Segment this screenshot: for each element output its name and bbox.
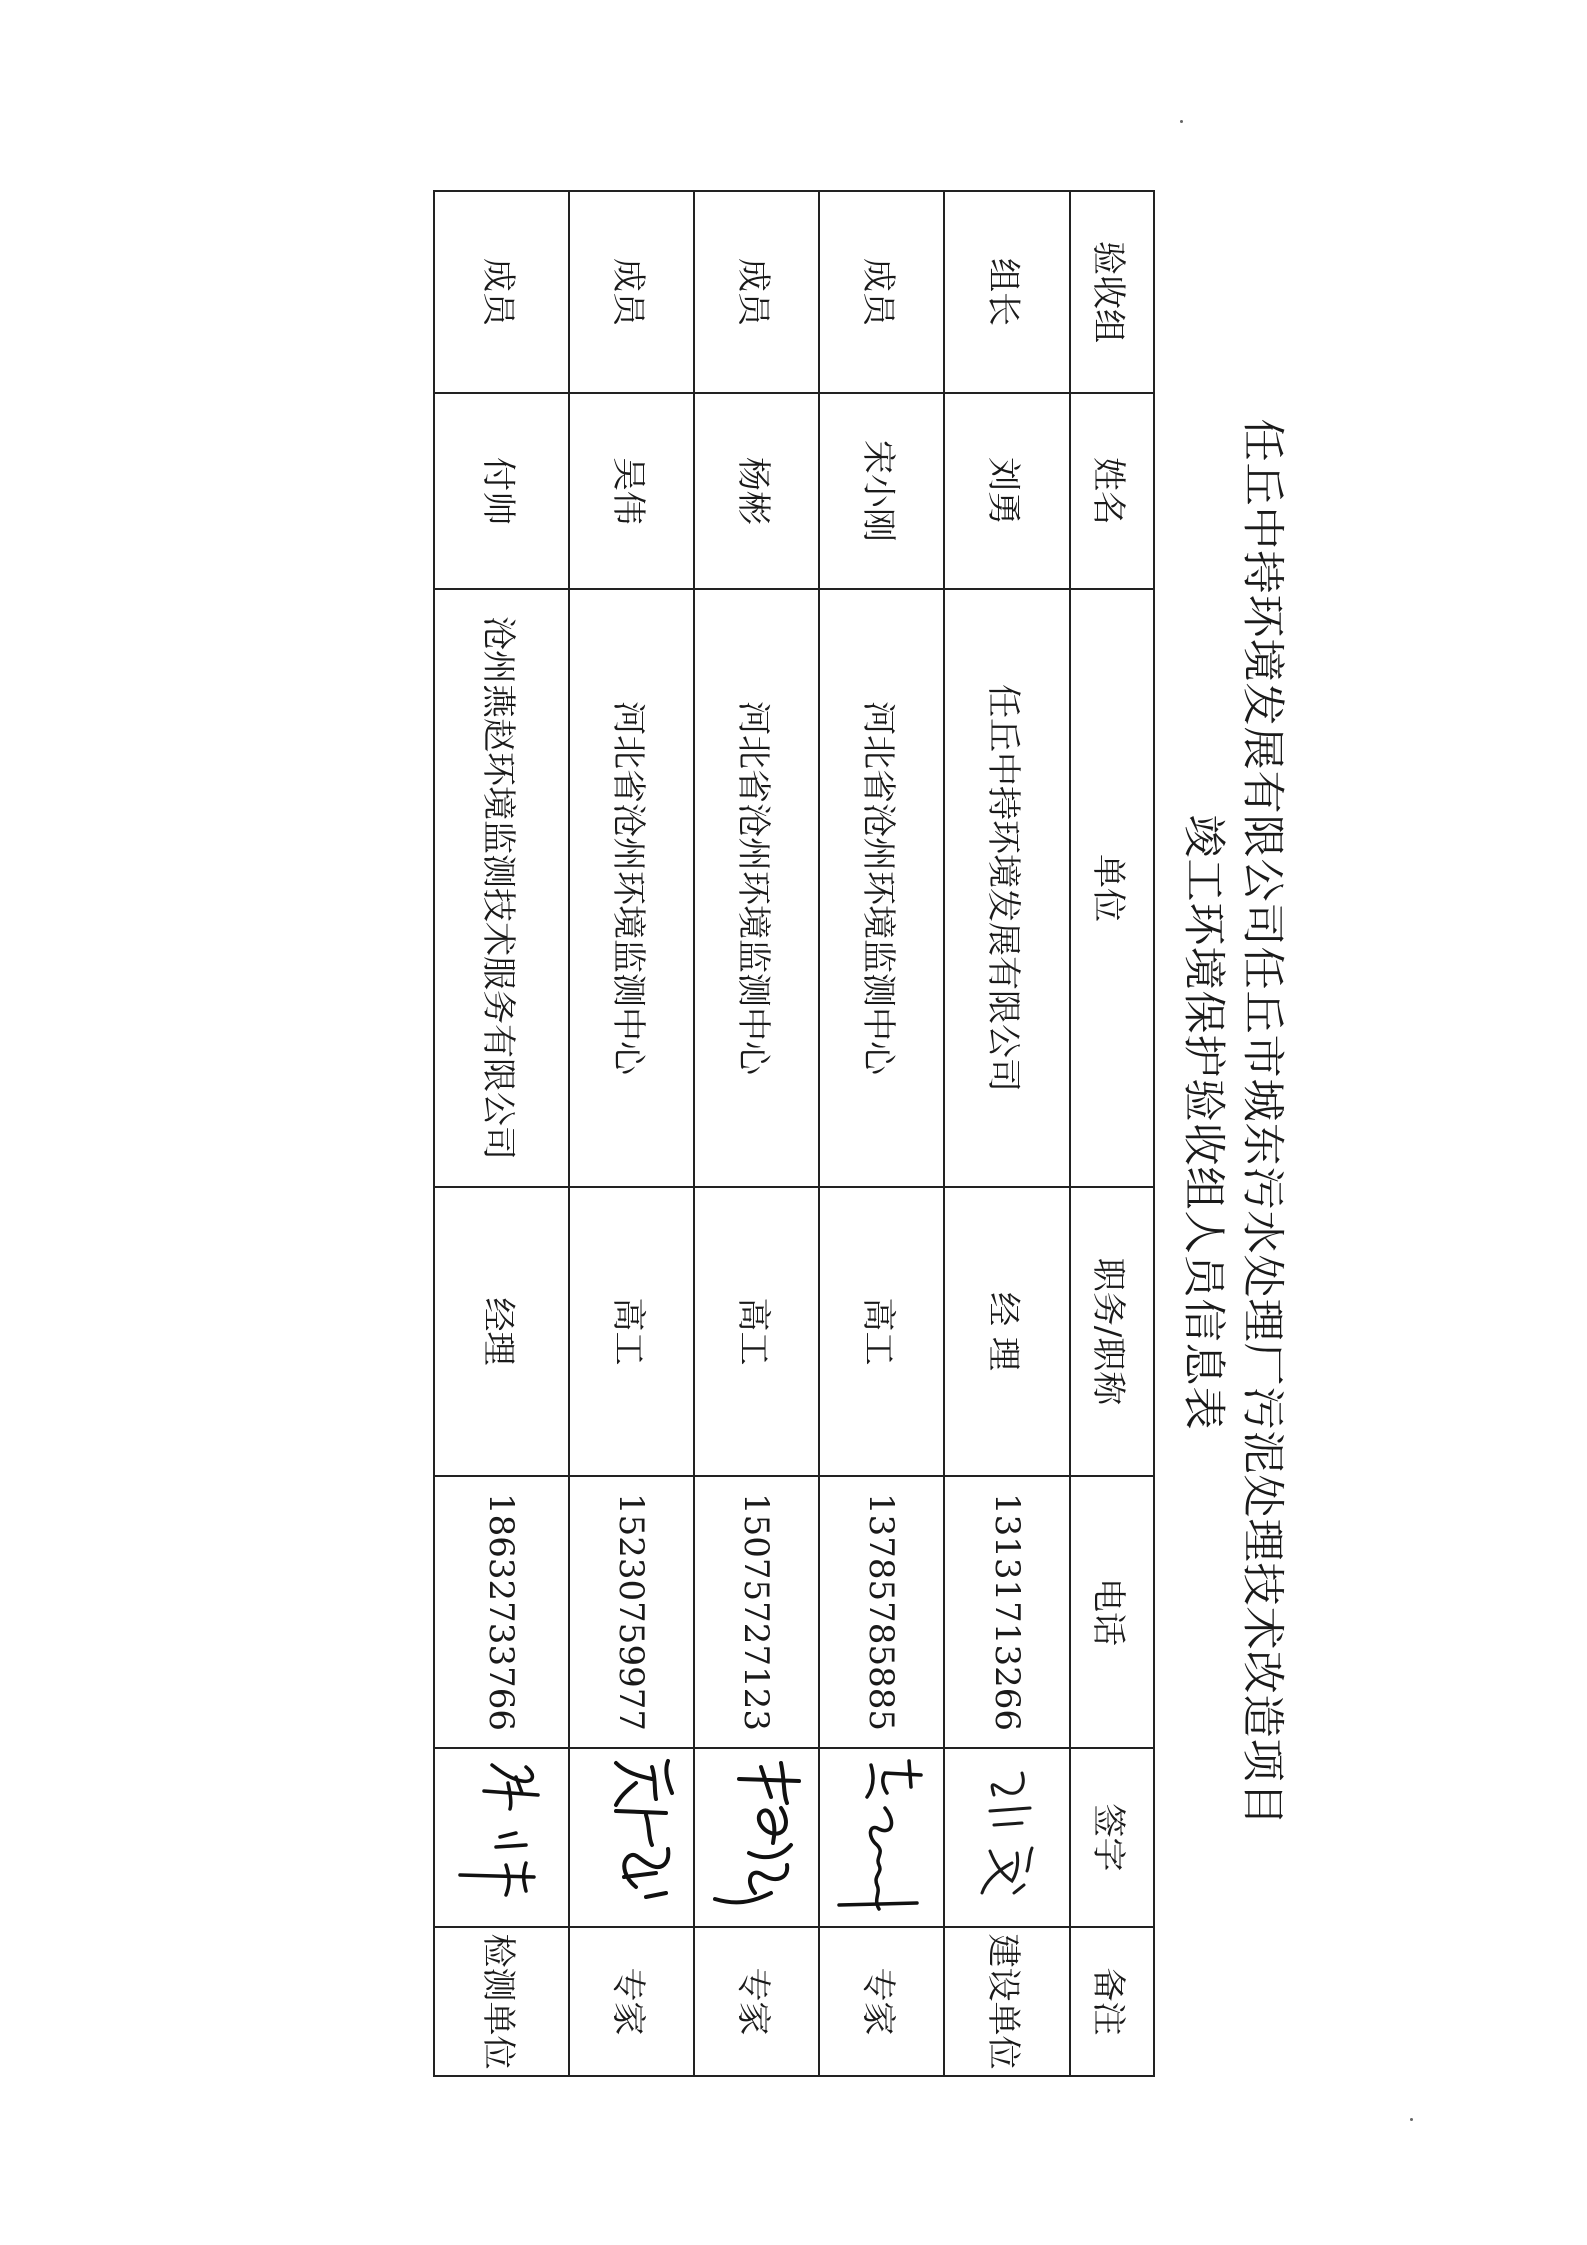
- signature-cell: [434, 1748, 569, 1927]
- note-cell: 建设单位: [944, 1927, 1070, 2076]
- role-cell: 成员: [434, 191, 569, 393]
- unit-cell: 任丘中持环境发展有限公司: [944, 589, 1070, 1187]
- header-role: 验收组: [1070, 191, 1154, 393]
- unit-cell: 河北省沧州环境监测中心: [819, 589, 944, 1187]
- header-title: 职务/职称: [1070, 1187, 1154, 1476]
- phone-cell: 13131713266: [944, 1476, 1070, 1748]
- handwritten-signature: [702, 1753, 812, 1923]
- handwritten-signature: [447, 1753, 557, 1923]
- table-row: [434, 191, 569, 2076]
- table-row: [569, 191, 694, 2076]
- unit-cell: 沧州燕赵环境监测技术服务有限公司: [434, 589, 569, 1187]
- role-cell: 成员: [569, 191, 694, 393]
- header-name: 姓名: [1070, 393, 1154, 589]
- name-cell: 杨彬: [694, 393, 819, 589]
- role-cell: 组长: [944, 191, 1070, 393]
- name-cell: 付帅: [434, 393, 569, 589]
- title-cell: 高工: [819, 1187, 944, 1476]
- handwritten-signature: [832, 1753, 932, 1923]
- signature-cell: [694, 1748, 819, 1927]
- phone-cell: 15230759977: [569, 1476, 694, 1748]
- name-cell: 刘勇: [944, 393, 1070, 589]
- phone-cell: 13785785885: [819, 1476, 944, 1748]
- note-cell: 专家: [819, 1927, 944, 2076]
- signature-cell: [569, 1748, 694, 1927]
- unit-cell: 河北省沧州环境监测中心: [694, 589, 819, 1187]
- header-row: [1070, 191, 1154, 2076]
- title-cell: 经 理: [944, 1187, 1070, 1476]
- phone-cell: 18632733766: [434, 1476, 569, 1748]
- name-cell: 宋小刚: [819, 393, 944, 589]
- table-row: [819, 191, 944, 2076]
- note-cell: 检测单位: [434, 1927, 569, 2076]
- title-cell: 经理: [434, 1187, 569, 1476]
- header-phone: 电话: [1070, 1476, 1154, 1748]
- handwritten-signature: [577, 1753, 687, 1923]
- signature-cell: [944, 1748, 1070, 1927]
- header-note: 备注: [1070, 1927, 1154, 2076]
- header-unit: 单位: [1070, 589, 1154, 1187]
- title-cell: 高工: [694, 1187, 819, 1476]
- role-cell: 成员: [819, 191, 944, 393]
- table-row: [694, 191, 819, 2076]
- note-cell: 专家: [694, 1927, 819, 2076]
- note-cell: 专家: [569, 1927, 694, 2076]
- signature-cell: [819, 1748, 944, 1927]
- handwritten-signature: [962, 1753, 1052, 1923]
- phone-cell: 15075727123: [694, 1476, 819, 1748]
- inspection-team-table: [433, 190, 1155, 2077]
- name-cell: 吴伟: [569, 393, 694, 589]
- role-cell: 成员: [694, 191, 819, 393]
- document-subtitle: 竣工环境保护验收组人员信息表: [1178, 814, 1228, 1431]
- table-row: [944, 191, 1070, 2076]
- header-signature: 签字: [1070, 1748, 1154, 1927]
- document-title: 任丘中持环境发展有限公司任丘市城东污水处理厂污泥处理技术改造项目: [1237, 418, 1287, 1827]
- unit-cell: 河北省沧州环境监测中心: [569, 589, 694, 1187]
- title-cell: 高工: [569, 1187, 694, 1476]
